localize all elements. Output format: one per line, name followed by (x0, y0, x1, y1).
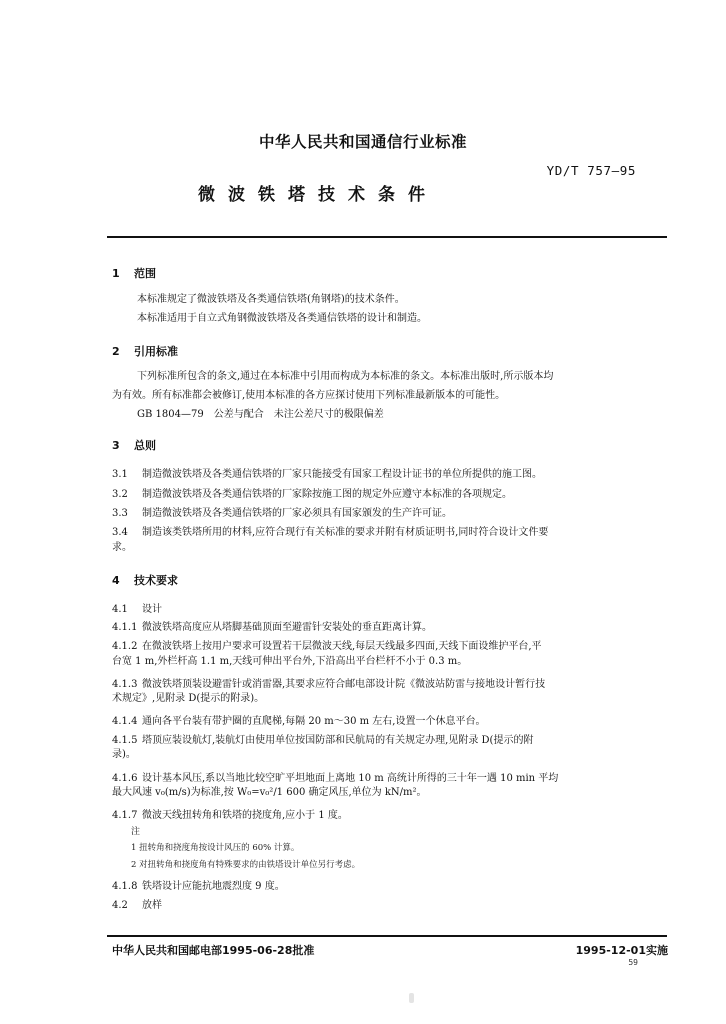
clause-text: 制造该类铁塔所用的材料,应符合现行有关标准的要求并附有材质证明书,同时符合设计文件要 (142, 527, 549, 538)
clause-4-1-4 (112, 712, 486, 727)
note-item: 2 对扭转角和挠度角有特殊要求的由铁塔设计单位另行考虑。 (131, 860, 361, 870)
note-item: 1 扭转角和挠度角按设计风压的 60% 计算。 (131, 843, 300, 853)
clause-number: 4.1.7 (112, 810, 138, 821)
section-1-heading (112, 265, 156, 281)
clause-4-1-5 (112, 731, 533, 746)
clause-continuation: 台宽 1 m,外栏杆高 1.1 m,天线可伸出平台外,下沿高出平台栏杆不小于 0.3 m。 (112, 656, 468, 667)
clause-text: 制造微波铁塔及各类通信铁塔的厂家必须具有国家颁发的生产许可证。 (142, 508, 452, 519)
footer-rule (107, 935, 667, 937)
clause-4-1-1 (112, 618, 432, 633)
clause-4-1-6 (112, 769, 558, 784)
clause-number: 3.1 (112, 469, 128, 480)
section-title: 引用标准 (134, 345, 178, 358)
clause-text: 制造微波铁塔及各类通信铁塔的厂家只能接受有国家工程设计证书的单位所提供的施工图。 (142, 469, 542, 480)
clause-text: 微波铁塔顶装设避雷针或消雷器,其要求应符合邮电部设计院《微波站防雷与接地设计暂行技 (142, 679, 546, 690)
clause-4-1-7 (112, 806, 348, 821)
clause-continuation: 最大风速 v₀(m/s)为标准,按 W₀=v₀²/1 600 确定风压,单位为 kN/m²。 (112, 787, 427, 798)
clause-number: 4.1.2 (112, 641, 138, 652)
clause-4-1 (112, 600, 162, 615)
approval-info: 中华人民共和国邮电部1995-06-28批准 (112, 944, 315, 957)
section-title: 技术要求 (134, 574, 178, 587)
clause-3-1 (112, 465, 542, 480)
clause-4-1-3 (112, 675, 545, 690)
section-title: 总则 (134, 439, 156, 452)
clause-number: 3.2 (112, 489, 128, 500)
paragraph-continuation: 为有效。所有标准都会被修订,使用本标准的各方应探讨使用下列标准最新版本的可能性。 (112, 390, 506, 401)
section-number: 2 (112, 345, 120, 358)
header-rule (107, 236, 667, 238)
clause-text: 铁塔设计应能抗地震烈度 9 度。 (142, 881, 285, 892)
clause-text: 放样 (142, 900, 162, 911)
paragraph: 本标准适用于自立式角钢微波铁塔及各类通信铁塔的设计和制造。 (137, 313, 427, 324)
clause-text: 设计 (142, 604, 162, 615)
clause-number: 4.1.8 (112, 881, 138, 892)
clause-number: 4.1.5 (112, 735, 138, 746)
clause-text: 微波天线扭转角和铁塔的挠度角,应小于 1 度。 (142, 810, 348, 821)
clause-text: 塔顶应装设航灯,装航灯由使用单位按国防部和民航局的有关规定办理,见附录 D(提示的附 (142, 735, 534, 746)
clause-3-2 (112, 485, 512, 500)
clause-number: 4.1.1 (112, 622, 138, 633)
clause-continuation: 求。 (112, 542, 132, 553)
section-3-heading (112, 437, 156, 453)
section-2-heading (112, 343, 178, 359)
clause-number: 3.4 (112, 527, 128, 538)
section-number: 1 (112, 267, 120, 280)
clause-number: 4.1 (112, 604, 128, 615)
page-number: 59 (628, 958, 638, 967)
clause-4-1-2 (112, 637, 542, 652)
clause-number: 4.1.6 (112, 773, 138, 784)
clause-text: 设计基本风压,系以当地比较空旷平坦地面上离地 10 m 高统计所得的三十年一遇 10 min 平均 (142, 773, 559, 784)
section-4-heading (112, 572, 178, 588)
standard-name: 中华人民共和国通信行业标准 (258, 133, 467, 151)
clause-number: 4.1.4 (112, 716, 138, 727)
clause-number: 3.3 (112, 508, 128, 519)
clause-text: 微波铁塔高度应从塔脚基础顶面至避雷针安装处的垂直距离计算。 (142, 622, 432, 633)
clause-number: 4.1.3 (112, 679, 138, 690)
clause-3-3 (112, 504, 452, 519)
clause-number: 4.2 (112, 900, 128, 911)
clause-text: 通向各平台装有带护圈的直爬梯,每隔 20 m～30 m 左右,设置一个休息平台。 (142, 716, 486, 727)
document-title: 微波铁塔技术条件 (198, 185, 438, 205)
clause-text: 制造微波铁塔及各类通信铁塔的厂家除按施工图的规定外应遵守本标准的各项规定。 (142, 489, 512, 500)
clause-continuation: 录)。 (112, 749, 136, 760)
section-title: 范围 (134, 267, 156, 280)
referenced-standard: GB 1804—79 公差与配合 未注公差尺寸的极限偏差 (137, 409, 384, 420)
clause-3-4 (112, 523, 548, 538)
section-number: 3 (112, 439, 120, 452)
effective-date: 1995-12-01实施 (575, 944, 668, 957)
clause-continuation: 术规定》,见附录 D(提示的附录)。 (112, 693, 265, 704)
scan-mark (409, 993, 414, 1003)
standard-code: YD/T 757—95 (546, 163, 636, 178)
paragraph: 本标准规定了微波铁塔及各类通信铁塔(角钢塔)的技术条件。 (137, 294, 405, 305)
note-label: 注 (131, 827, 141, 837)
clause-4-2 (112, 896, 162, 911)
clause-text: 在微波铁塔上按用户要求可设置若干层微波天线,每层天线最多四面,天线下面设维护平台,平 (142, 641, 542, 652)
paragraph: 下列标准所包含的条文,通过在本标准中引用而构成为本标准的条文。本标准出版时,所示版本均 (137, 371, 554, 382)
clause-4-1-8 (112, 877, 285, 892)
section-number: 4 (112, 574, 120, 587)
